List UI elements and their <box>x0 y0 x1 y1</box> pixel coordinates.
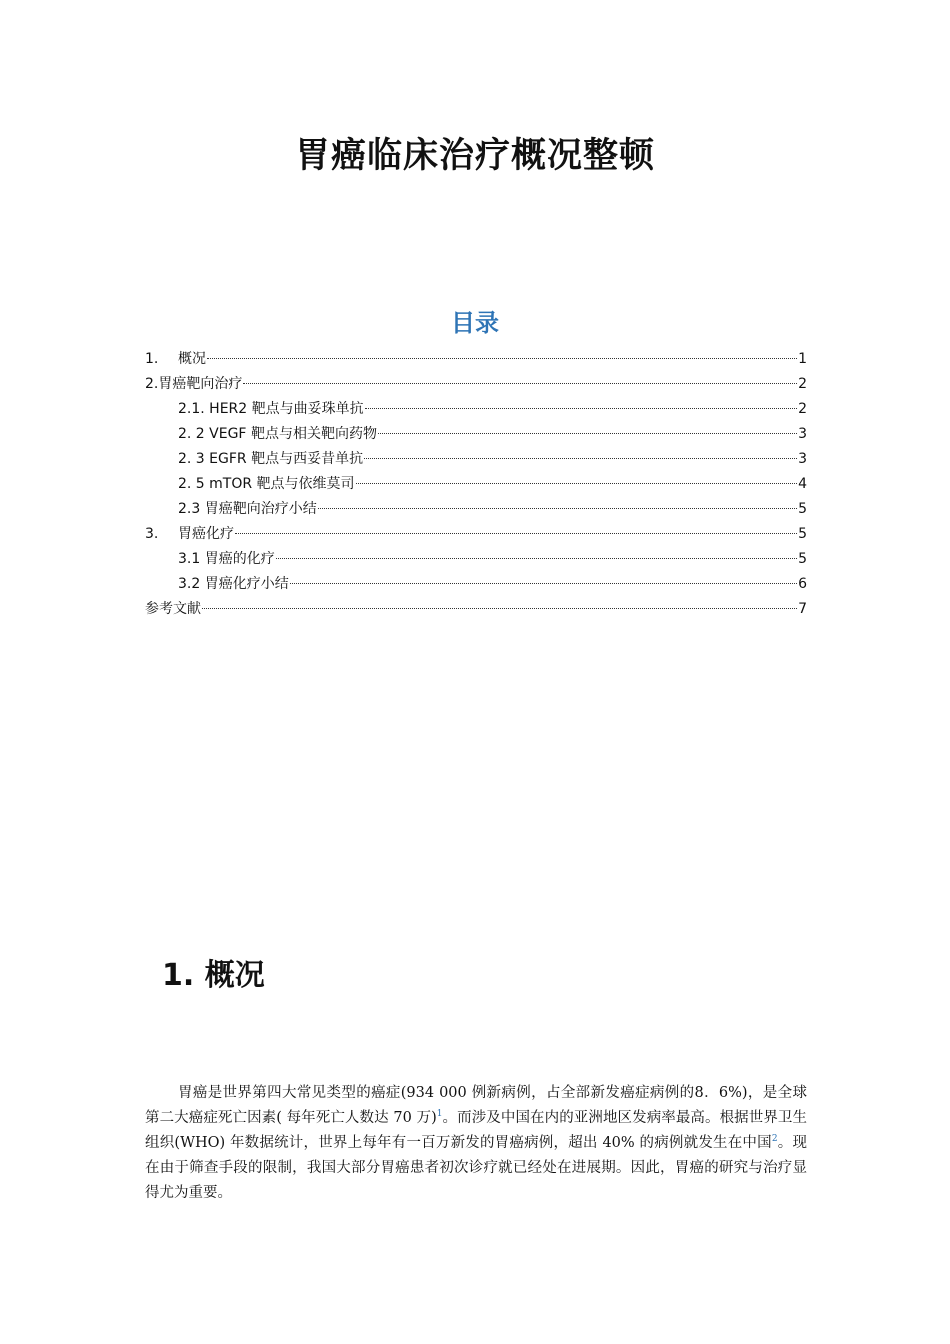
toc-entry-label: 概况 <box>178 351 206 367</box>
toc-page-number: 6 <box>798 576 807 592</box>
toc-page-number: 5 <box>798 526 807 542</box>
toc-page-number: 4 <box>798 476 807 492</box>
toc-dot-leader <box>202 608 797 609</box>
toc-dot-leader <box>318 508 797 509</box>
toc-entry-label: 参考文献 <box>145 601 201 617</box>
toc-entry-label: 2.胃癌靶向治疗 <box>145 376 243 392</box>
toc-entry[interactable] <box>145 472 807 497</box>
toc-entry[interactable] <box>145 522 807 547</box>
toc-page-number: 5 <box>798 501 807 517</box>
toc-dot-leader <box>243 383 797 384</box>
toc-entry-number: 1. <box>145 351 159 367</box>
toc-entry-label: 3.2 胃癌化疗小结 <box>178 576 289 592</box>
toc-entry-label: 2. 3 EGFR 靶点与西妥昔单抗 <box>178 451 364 467</box>
toc-entry[interactable] <box>145 497 807 522</box>
toc-dot-leader <box>365 408 797 409</box>
document-title: 胃癌临床治疗概况整顿 <box>294 136 655 176</box>
toc-page-number: 7 <box>798 601 807 617</box>
toc-entry[interactable] <box>145 397 807 422</box>
toc-dot-leader <box>378 433 797 434</box>
paragraph-text: 胃癌是世界第四大常见类型的癌症(934 000 例新病例，占全部新发癌症病例的8．6%)，是全球第二大癌症死亡因素( 每年死亡人数达 70 万) <box>145 1085 807 1126</box>
toc-entry[interactable] <box>145 372 807 397</box>
toc-page-number: 3 <box>798 451 807 467</box>
toc-dot-leader <box>276 558 797 559</box>
toc-heading: 目录 <box>451 309 499 337</box>
toc-entry-label: 2. 2 VEGF 靶点与相关靶向药物 <box>178 426 377 442</box>
section-heading-overview: 1. 概况 <box>162 958 265 993</box>
toc-page-number: 3 <box>798 426 807 442</box>
toc-dot-leader <box>290 583 797 584</box>
toc-entry[interactable] <box>145 347 807 372</box>
toc-entry-label: 2.3 胃癌靶向治疗小结 <box>178 501 317 517</box>
paragraph-text: 。而涉及中国在内的亚洲地区发病率最高。根据世界卫生组织(WHO) 年数据统计，世界上每年有一百万新发的胃癌病例，超出 40% 的病例就发生在中国 <box>145 1110 808 1151</box>
citation-link-2[interactable]: 2 <box>771 1134 778 1145</box>
overview-paragraph <box>145 1081 807 1206</box>
toc-entry[interactable] <box>145 597 807 622</box>
toc-page-number: 5 <box>798 551 807 567</box>
table-of-contents <box>145 347 807 622</box>
toc-entry[interactable] <box>145 547 807 572</box>
toc-page-number: 2 <box>798 376 807 392</box>
toc-page-number: 1 <box>798 351 807 367</box>
toc-entry-label: 3.1 胃癌的化疗 <box>178 551 275 567</box>
toc-dot-leader <box>207 358 797 359</box>
toc-entry-label: 胃癌化疗 <box>178 526 234 542</box>
toc-dot-leader <box>356 483 798 484</box>
toc-entry[interactable] <box>145 422 807 447</box>
paragraph-text: 。现在由于筛查手段的限制，我国大部分胃癌患者初次诊疗就已经处在进展期。因此，胃癌的研究与治疗显得尤为重要。 <box>145 1135 807 1201</box>
toc-dot-leader <box>364 458 797 459</box>
toc-entry[interactable] <box>145 447 807 472</box>
toc-entry[interactable] <box>145 572 807 597</box>
toc-entry-number: 3. <box>145 526 159 542</box>
toc-entry-label: 2. 5 mTOR 靶点与依维莫司 <box>178 476 355 492</box>
toc-dot-leader <box>235 533 797 534</box>
citation-link-1[interactable]: 1 <box>436 1109 443 1120</box>
toc-page-number: 2 <box>798 401 807 417</box>
toc-entry-label: 2.1. HER2 靶点与曲妥珠单抗 <box>178 401 364 417</box>
